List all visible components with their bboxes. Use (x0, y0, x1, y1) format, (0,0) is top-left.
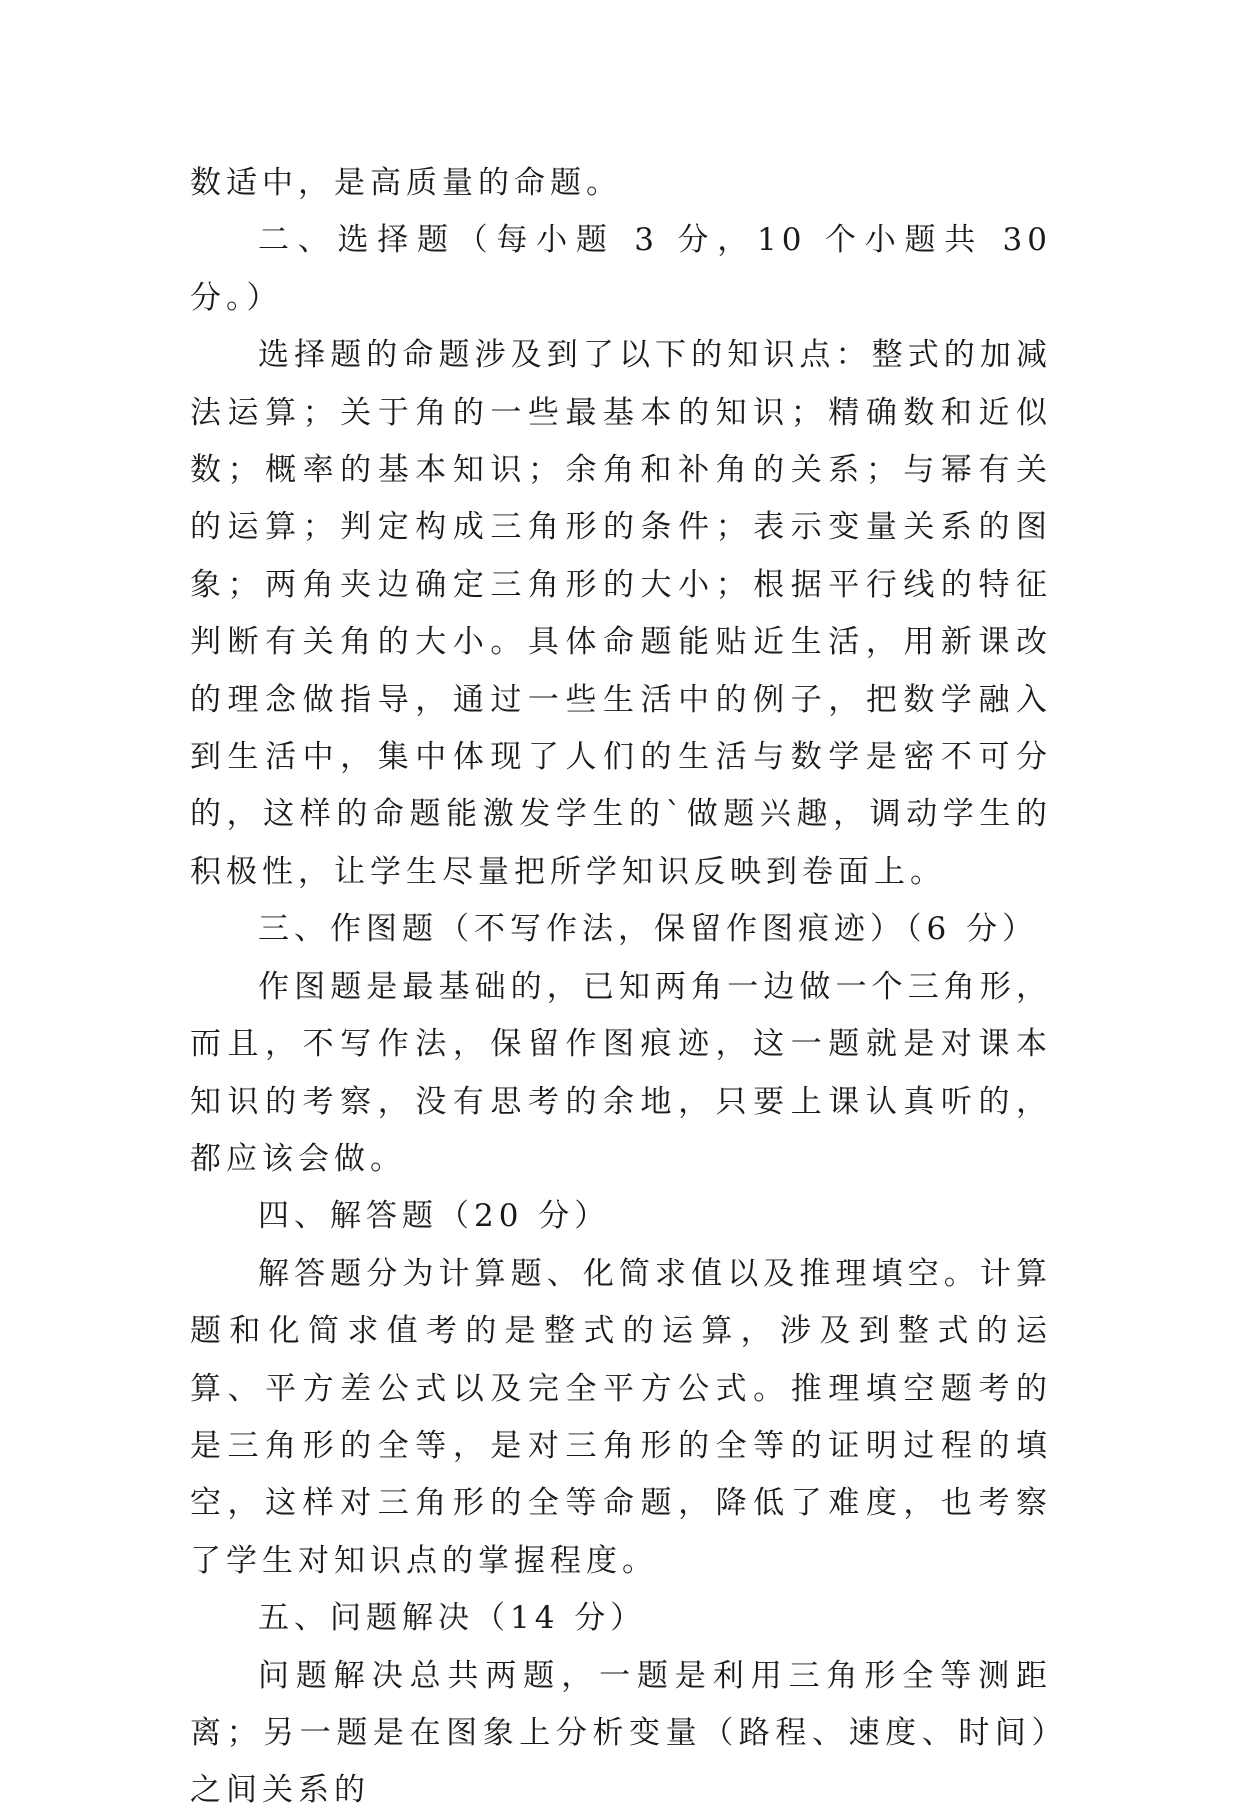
paragraph-answer-questions: 解答题分为计算题、化简求值以及推理填空。计算题和化简求值考的是整式的运算，涉及到整式的运算、平方差公式以及完全平方公式。推理填空题考的是三角形的全等，是对三角形的全等的证明过程的填空，这样对三角形的全等命题，降低了难度，也考察了学生对知识点的掌握程度。 (190, 1255, 1052, 1579)
section-heading-answer-questions: 四、解答题（20 分） (258, 1198, 611, 1235)
paragraph-choice-questions: 选择题的命题涉及到了以下的知识点：整式的加减法运算；关于角的一些最基本的知识；精确数和近似数；概率的基本知识；余角和补角的关系；与幂有关的运算；判定构成三角形的条件；表示变量关系的图象；两角夹边确定三角形的大小；根据平行线的特征判断有关角的大小。具体命题能贴近生活，用新课改的理念做指导，通过一些生活中的例子，把数学融入到生活中，集中体现了人们的生活与数学是密不可分的，这样的命题能激发学生的`做题兴趣，调动学生的积极性，让学生尽量把所学知识反映到卷面上。 (190, 337, 1052, 890)
section-heading-drawing-questions: 三、作图题（不写作法，保留作图痕迹）（6 分） (258, 911, 1039, 948)
document-body (190, 155, 1052, 1820)
paragraph-drawing-questions: 作图题是最基础的，已知两角一边做一个三角形，而且，不写作法，保留作图痕迹，这一题就是对课本知识的考察，没有思考的余地，只要上课认真听的，都应该会做。 (190, 968, 1052, 1177)
section-heading-choice-questions: 二、选择题（每小题 3 分，10 个小题共 30 分。） (190, 222, 1052, 316)
section-heading-problem-solving: 五、问题解决（14 分） (258, 1600, 647, 1637)
paragraph-continuation: 数适中，是高质量的命题。 (190, 165, 622, 201)
paragraph-problem-solving: 问题解决总共两题，一题是利用三角形全等测距离；另一题是在图象上分析变量（路程、速度、时间）之间关系的 (190, 1657, 1052, 1809)
